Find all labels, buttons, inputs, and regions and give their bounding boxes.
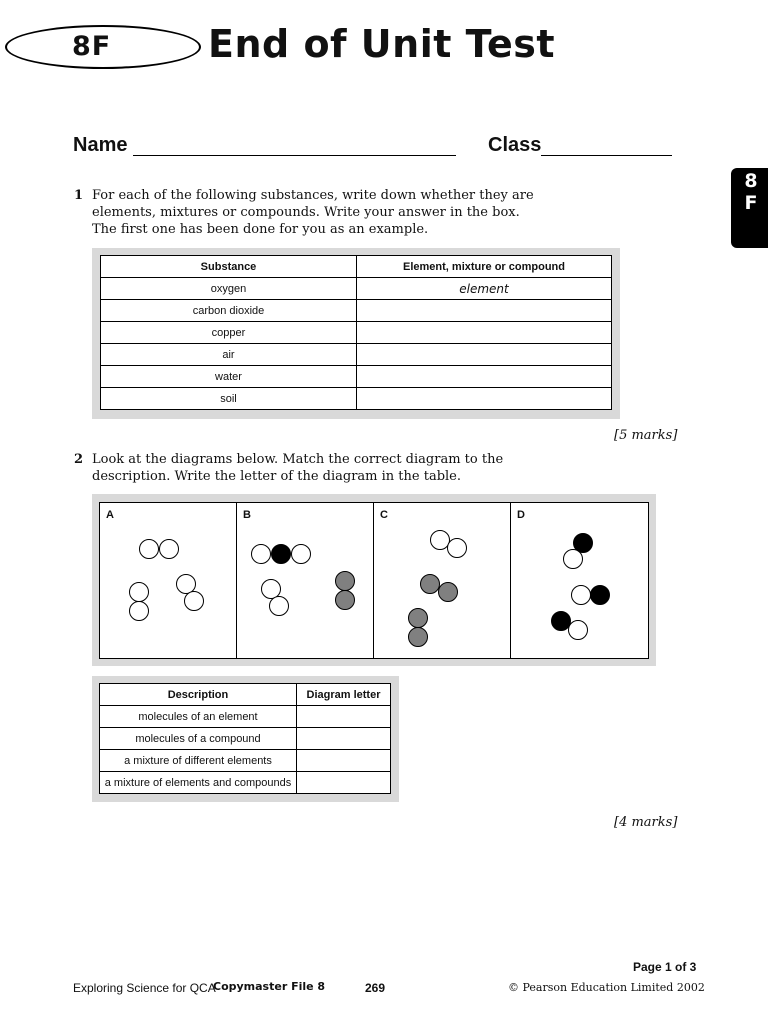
q2-marks: [4 marks] [614,815,678,830]
description-cell: molecules of a compound [100,728,297,750]
white-atom [569,621,588,640]
table-row [100,706,391,728]
diagram-a-particles [100,503,236,658]
diagram-c-particles [374,503,510,658]
footer-page-number: 269 [365,981,386,995]
q1-number: 1 [74,188,84,203]
white-atom [252,545,271,564]
black-atom [272,545,291,564]
white-atom [564,550,583,569]
description-cell: molecules of an element [100,706,297,728]
q1-panel [92,248,620,419]
substance-cell: carbon dioxide [101,300,357,322]
diagram-c [373,502,511,659]
page-title: End of Unit Test [208,22,556,66]
description-cell: a mixture of elements and compounds [100,772,297,794]
q1-header-substance: Substance [101,256,357,278]
table-row [101,388,612,410]
diagram-a [99,502,237,659]
answer-cell[interactable] [357,366,612,388]
answer-cell[interactable]: element [357,278,612,300]
white-atom [130,602,149,621]
diagram-d-particles [511,503,648,658]
grey-atom [439,583,458,602]
grey-atom [336,572,355,591]
grey-atom [409,609,428,628]
table-row [101,366,612,388]
table-row [101,300,612,322]
diagrams-panel [92,494,656,666]
grey-atom [421,575,440,594]
q2-header-description: Description [100,684,297,706]
q1-line: For each of the following substances, write down whether they are [92,188,534,203]
table-row [101,278,612,300]
table-row [101,322,612,344]
diagram-label: A [106,509,114,521]
substance-cell: copper [101,322,357,344]
page-indicator: Page 1 of 3 [633,960,697,974]
black-atom [591,586,610,605]
q1-header-answer: Element, mixture or compound [357,256,612,278]
q2-table [99,683,391,794]
white-atom [431,531,450,550]
table-row [101,344,612,366]
answer-cell[interactable] [357,322,612,344]
q2-number: 2 [74,452,84,467]
white-atom [177,575,196,594]
side-tab [731,168,768,248]
substance-cell: oxygen [101,278,357,300]
side-tab-line1: 8 [744,170,758,192]
name-line[interactable] [133,155,456,156]
diagram-d [510,502,649,659]
table-row [100,728,391,750]
diagram-label: D [517,509,525,521]
q1-line: The first one has been done for you as an example. [92,222,429,237]
name-label: Name [73,134,128,156]
q1-table [100,255,612,410]
description-cell: a mixture of different elements [100,750,297,772]
white-atom [130,583,149,602]
answer-cell[interactable] [357,388,612,410]
white-atom [262,580,281,599]
diagram-b-particles [237,503,373,658]
white-atom [270,597,289,616]
table-row [100,772,391,794]
white-atom [140,540,159,559]
q2-line: description. Write the letter of the diagram in the table. [92,469,462,484]
q2-table-panel [92,676,399,802]
answer-cell[interactable] [357,344,612,366]
class-label: Class [488,134,542,156]
q1-marks: [5 marks] [614,428,678,443]
white-atom [448,539,467,558]
white-atom [292,545,311,564]
substance-cell: soil [101,388,357,410]
q2-text [92,451,622,485]
q1-line: elements, mixtures or compounds. Write your answer in the box. [92,205,520,220]
diagram-label: C [380,509,388,521]
white-atom [160,540,179,559]
grey-atom [409,628,428,647]
grey-atom [336,591,355,610]
diagram-label: B [243,509,251,521]
q2-header-letter: Diagram letter [297,684,391,706]
q2-line: Look at the diagrams below. Match the correct diagram to the [92,452,504,467]
letter-cell[interactable] [297,750,391,772]
substance-cell: air [101,344,357,366]
class-line[interactable] [541,155,672,156]
white-atom [572,586,591,605]
footer-copyright: © Pearson Education Limited 2002 [508,981,705,994]
letter-cell[interactable] [297,772,391,794]
footer-series: Exploring Science for QCA [73,981,216,995]
diagram-b [236,502,374,659]
q1-text [92,187,622,238]
side-tab-line2: F [744,192,758,214]
white-atom [185,592,204,611]
black-atom [552,612,571,631]
letter-cell[interactable] [297,706,391,728]
answer-cell[interactable] [357,300,612,322]
unit-badge-text: 8F [72,31,112,62]
letter-cell[interactable] [297,728,391,750]
table-row [100,750,391,772]
footer-copymaster: Copymaster File 8 [213,980,326,993]
substance-cell: water [101,366,357,388]
